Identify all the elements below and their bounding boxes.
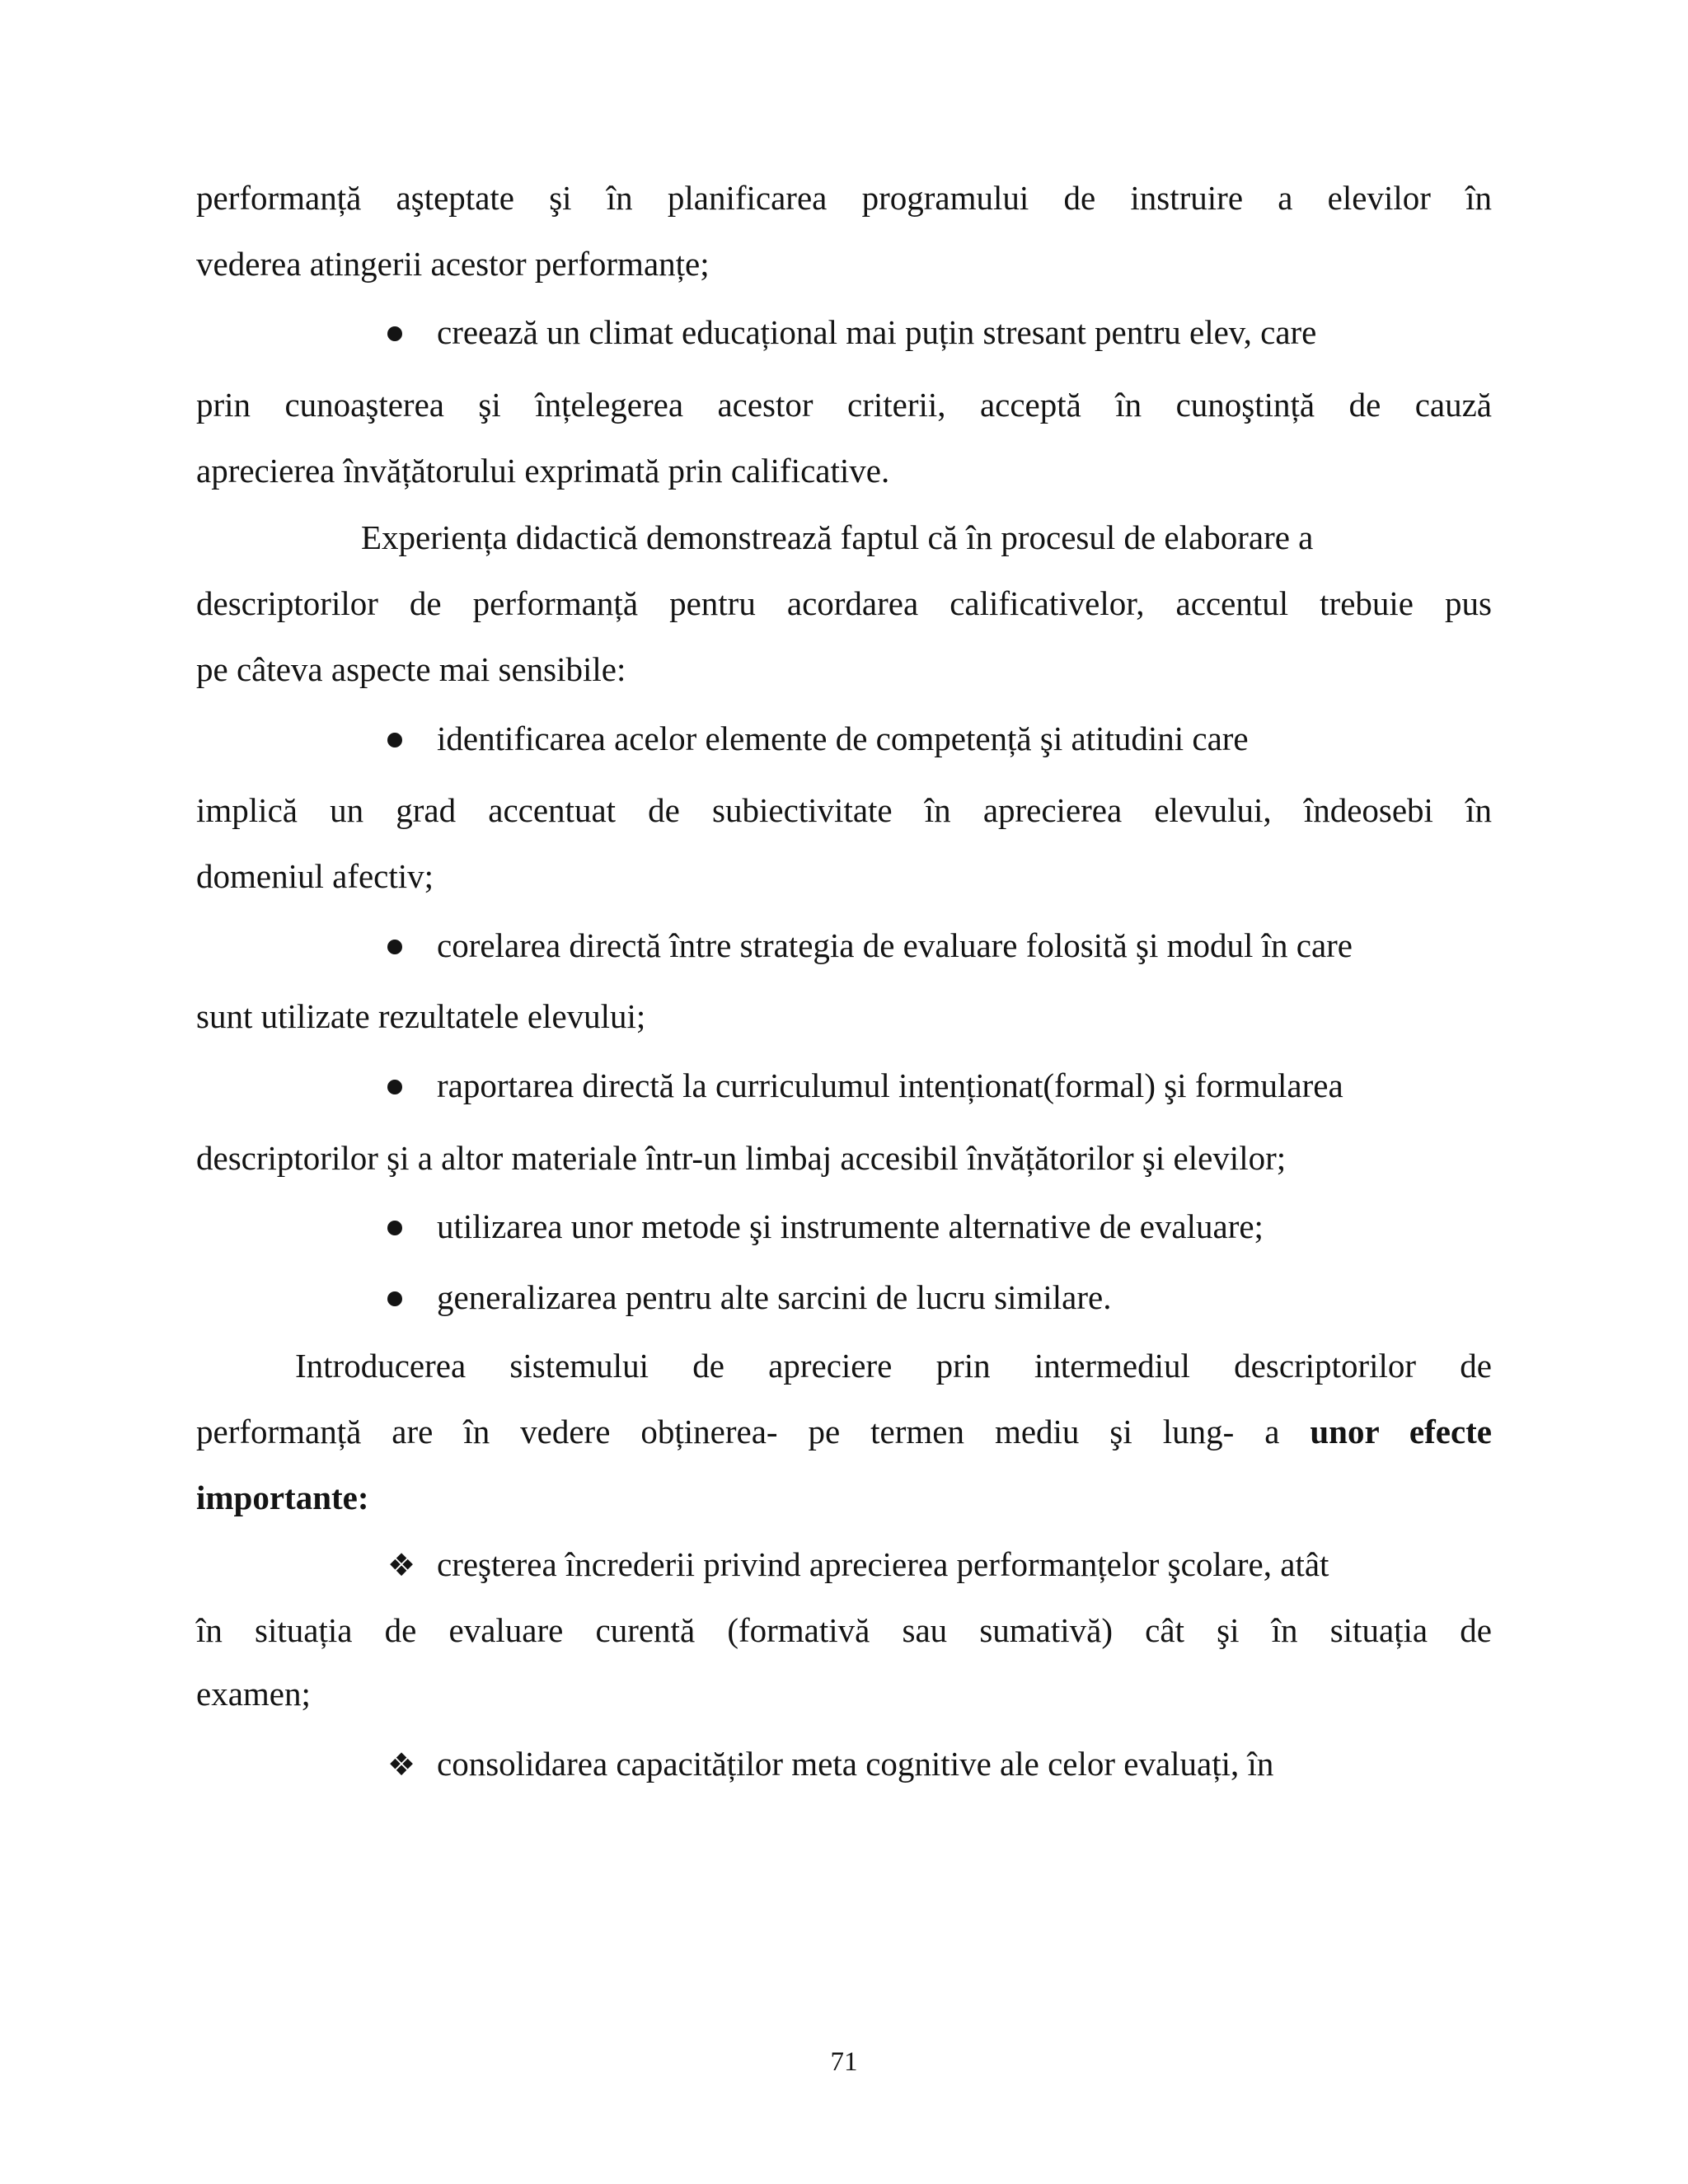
paragraph-start: Introducerea sistemului de apreciere prin intermediul descriptorilor de [295, 1347, 1492, 1385]
list-item [387, 312, 1316, 353]
diamond-bullet-icon: ❖ [387, 1746, 416, 1783]
text-line: aprecierea învățătorului exprimată prin calificative. [196, 452, 890, 490]
list-item-text: identificarea acelor elemente de competență şi atitudini care [437, 719, 1249, 757]
bullet-icon [387, 925, 437, 966]
list-item-text: creşterea încrederii privind aprecierea performanțelor şcolare, atât [437, 1545, 1329, 1583]
text-line: în situația de evaluare curentă (formativă sau sumativă) cât şi în situația de [196, 1611, 1492, 1649]
bullet-icon [387, 1206, 437, 1247]
text-line: performanță aşteptate şi în planificarea programului de instruire a elevilor în [196, 179, 1492, 217]
bullet-icon [387, 1277, 437, 1318]
text-line: sunt utilizate rezultatele elevului; [196, 997, 646, 1035]
list-item-text: generalizarea pentru alte sarcini de lucru similare. [437, 1278, 1112, 1316]
text-line [196, 1477, 369, 1518]
list-item [387, 718, 1249, 759]
text-line: prin cunoaşterea şi înțelegerea acestor criterii, acceptă în cunoştință de cauză [196, 386, 1492, 424]
paragraph-start: Experiența didactică demonstrează faptul că în procesul de elaborare a [361, 518, 1314, 556]
text-line: examen; [196, 1675, 311, 1713]
text-line: domeniul afectiv; [196, 857, 434, 895]
bullet-icon [387, 1065, 437, 1106]
list-item [387, 1743, 1273, 1785]
bold-text: unor efecte [1310, 1413, 1492, 1451]
bullet-icon [387, 312, 437, 353]
list-item [387, 925, 1353, 966]
text-line: implică un grad accentuat de subiectivitate în aprecierea elevului, îndeosebi în [196, 791, 1492, 829]
diamond-bullet-icon: ❖ [387, 1547, 416, 1583]
list-item-text: raportarea directă la curriculumul intenționat(formal) şi formularea [437, 1066, 1343, 1104]
list-item [387, 1065, 1343, 1106]
text-line: pe câteva aspecte mai sensibile: [196, 650, 626, 688]
list-item [387, 1206, 1264, 1247]
bold-text: importante: [196, 1479, 369, 1516]
page-number: 71 [830, 2047, 858, 2077]
text-line: vederea atingerii acestor performanțe; [196, 245, 710, 283]
text-line [196, 1411, 1492, 1452]
text-span: performanță are în vedere obținerea- pe termen mediu şi lung- a [196, 1413, 1280, 1451]
list-item-text: corelarea directă între strategia de evaluare folosită şi modul în care [437, 926, 1353, 964]
list-item [387, 1277, 1111, 1318]
text-line: descriptorilor de performanță pentru acordarea calificativelor, accentul trebuie pus [196, 584, 1492, 622]
list-item-text: consolidarea capacităților meta cognitive ale celor evaluați, în [437, 1745, 1274, 1783]
text-line: descriptorilor şi a altor materiale într-un limbaj accesibil învățătorilor şi elevilor; [196, 1139, 1287, 1177]
list-item-text: creează un climat educațional mai puțin stresant pentru elev, care [437, 313, 1317, 351]
list-item-text: utilizarea unor metode şi instrumente alternative de evaluare; [437, 1207, 1264, 1245]
list-item [387, 1544, 1329, 1586]
bullet-icon [387, 718, 437, 759]
